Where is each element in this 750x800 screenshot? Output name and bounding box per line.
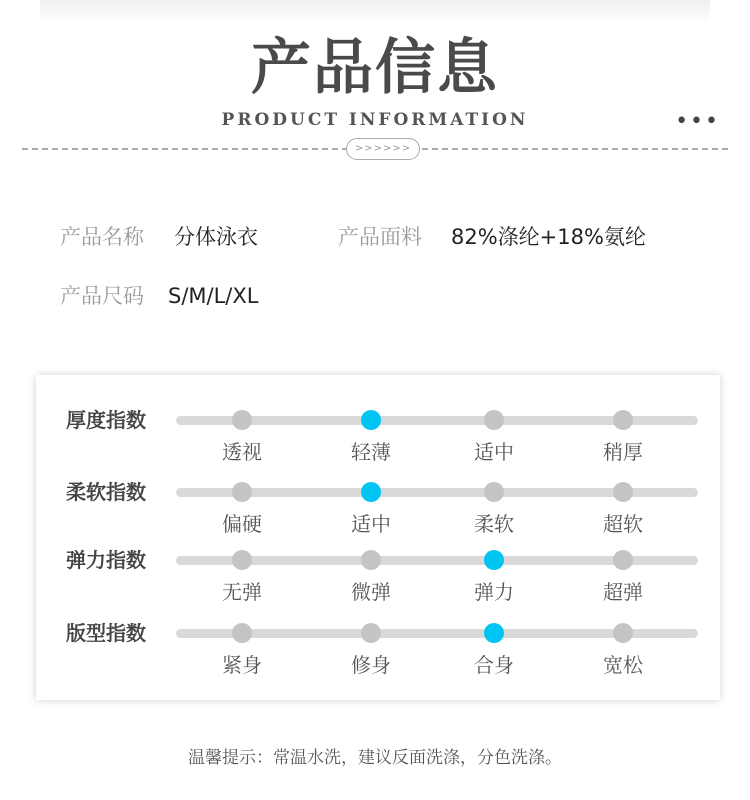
- index-dot-selected: [484, 623, 504, 643]
- index-dot: [232, 482, 252, 502]
- index-track: [176, 556, 698, 565]
- index-dot: [613, 482, 633, 502]
- index-dot-selected: [361, 482, 381, 502]
- index-label: 柔软指数: [66, 480, 146, 504]
- top-band: [40, 0, 710, 24]
- index-dot-selected: [361, 410, 381, 430]
- product-size-label: 产品尺码: [60, 284, 144, 308]
- index-track: [176, 629, 698, 638]
- index-option-label: 合身: [474, 653, 514, 677]
- care-notice: 温馨提示：常温水洗，建议反面洗涤，分色洗涤。: [188, 748, 562, 768]
- index-option-label: 适中: [474, 440, 514, 464]
- divider-arrow-badge: >>>>>>: [346, 138, 420, 160]
- index-track: [176, 416, 698, 425]
- index-option-label: 稍厚: [603, 440, 643, 464]
- index-option-label: 弹力: [474, 580, 514, 604]
- index-option-label: 超弹: [603, 580, 643, 604]
- index-option-label: 轻薄: [351, 440, 391, 464]
- index-dot-selected: [484, 550, 504, 570]
- index-option-label: 透视: [222, 440, 262, 464]
- index-dot: [613, 410, 633, 430]
- index-dot: [361, 550, 381, 570]
- index-dot: [361, 623, 381, 643]
- index-dot: [232, 550, 252, 570]
- index-option-label: 适中: [351, 512, 391, 536]
- page-subtitle: PRODUCT INFORMATION: [221, 110, 529, 130]
- index-label: 弹力指数: [66, 548, 146, 572]
- index-track: [176, 488, 698, 497]
- product-name-label: 产品名称: [60, 225, 144, 249]
- index-option-label: 紧身: [222, 653, 262, 677]
- index-option-label: 修身: [351, 653, 391, 677]
- index-label: 厚度指数: [66, 408, 146, 432]
- index-dot: [613, 550, 633, 570]
- index-dot: [484, 482, 504, 502]
- index-dot: [484, 410, 504, 430]
- index-option-label: 超软: [603, 512, 643, 536]
- index-dot: [232, 623, 252, 643]
- index-dot: [613, 623, 633, 643]
- index-option-label: 微弹: [351, 580, 391, 604]
- index-dot: [232, 410, 252, 430]
- index-card: [36, 375, 720, 700]
- index-option-label: 无弹: [222, 580, 262, 604]
- product-fabric-value: 82%涤纶+18%氨纶: [451, 225, 646, 249]
- index-option-label: 柔软: [474, 512, 514, 536]
- product-fabric-label: 产品面料: [338, 225, 422, 249]
- more-dots-icon[interactable]: •••: [675, 109, 720, 134]
- product-size-value: S/M/L/XL: [168, 284, 259, 308]
- index-option-label: 宽松: [603, 653, 643, 677]
- product-name-value: 分体泳衣: [174, 225, 258, 249]
- page-title: 产品信息: [251, 33, 499, 103]
- index-option-label: 偏硬: [222, 512, 262, 536]
- index-label: 版型指数: [66, 621, 146, 645]
